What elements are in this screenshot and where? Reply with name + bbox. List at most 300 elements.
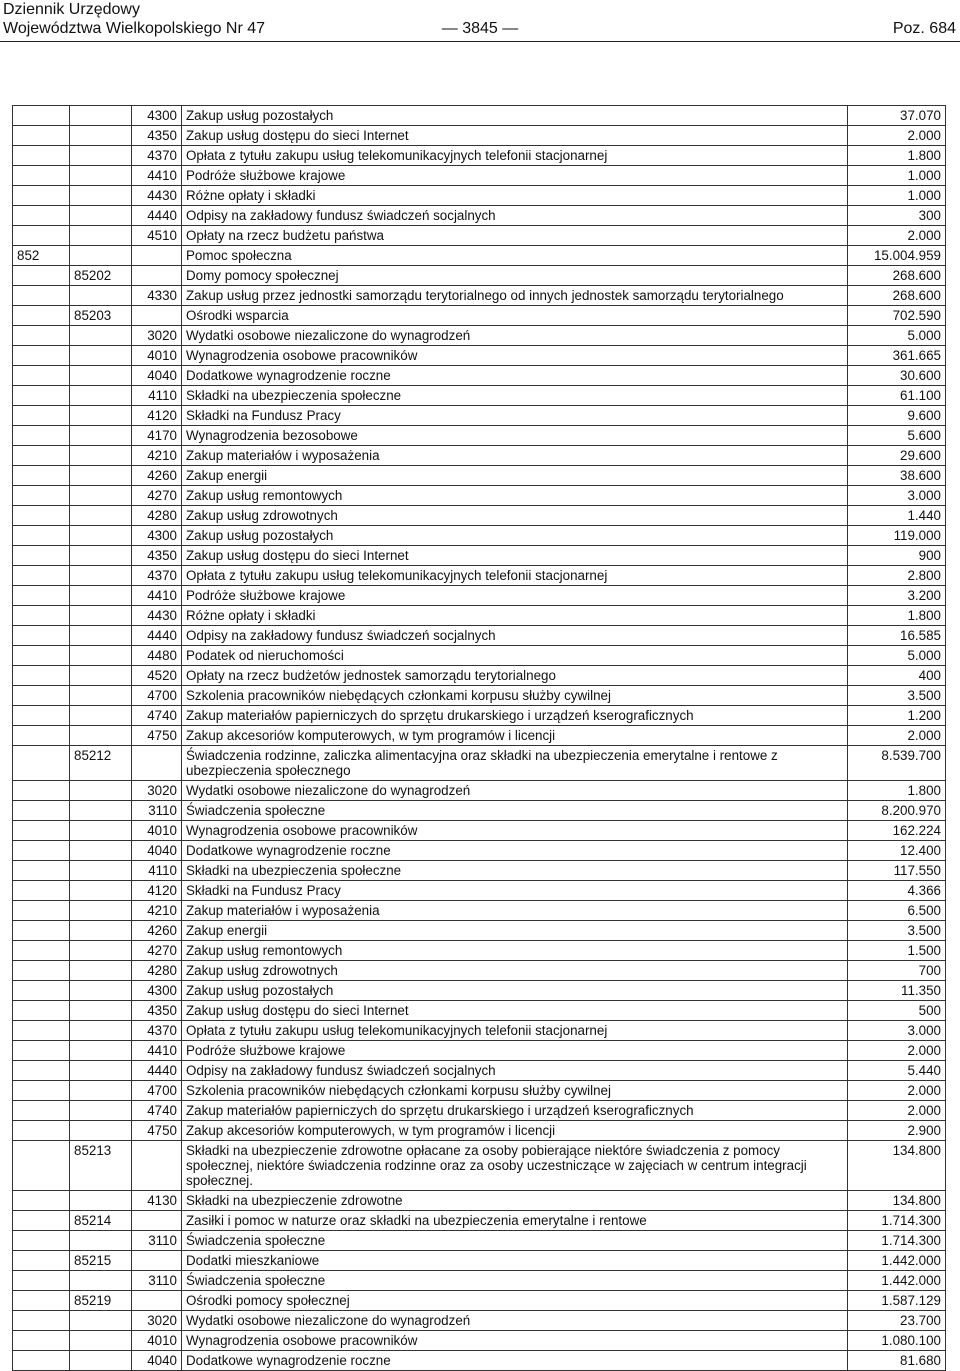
dzial-cell <box>13 606 70 626</box>
rozdzial-cell <box>70 246 132 266</box>
amount-cell: 15.004.959 <box>848 246 946 266</box>
amount-cell: 3.500 <box>848 686 946 706</box>
rozdzial-cell <box>70 1351 132 1371</box>
rozdzial-cell <box>70 1191 132 1211</box>
table-row <box>13 666 946 686</box>
dzial-cell <box>13 666 70 686</box>
amount-cell: 119.000 <box>848 526 946 546</box>
amount-cell: 5.440 <box>848 1061 946 1081</box>
page-number: — 3845 — <box>441 20 519 37</box>
amount-cell: 3.000 <box>848 486 946 506</box>
description-cell: Odpisy na zakładowy fundusz świadczeń socjalnych <box>182 626 848 646</box>
rozdzial-cell <box>70 566 132 586</box>
paragraf-cell: 4280 <box>132 961 182 981</box>
dzial-cell <box>13 801 70 821</box>
description-cell: Zasiłki i pomoc w naturze oraz składki na ubezpieczenia emerytalne i rentowe <box>182 1211 848 1231</box>
description-cell: Zakup usług dostępu do sieci Internet <box>182 1001 848 1021</box>
dzial-cell <box>13 1121 70 1141</box>
table-row <box>13 861 946 881</box>
amount-cell: 16.585 <box>848 626 946 646</box>
rozdzial-cell <box>70 686 132 706</box>
description-cell: Zakup materiałów papierniczych do sprzętu drukarskiego i urządzeń kserograficznych <box>182 1101 848 1121</box>
amount-cell: 1.800 <box>848 606 946 626</box>
table-row <box>13 346 946 366</box>
description-cell: Zakup akcesoriów komputerowych, w tym programów i licencji <box>182 726 848 746</box>
paragraf-cell: 4260 <box>132 466 182 486</box>
paragraf-cell: 4750 <box>132 726 182 746</box>
table-row <box>13 306 946 326</box>
rozdzial-cell: 85202 <box>70 266 132 286</box>
dzial-cell <box>13 921 70 941</box>
amount-cell: 2.000 <box>848 226 946 246</box>
paragraf-cell <box>132 306 182 326</box>
paragraf-cell: 4110 <box>132 386 182 406</box>
rozdzial-cell <box>70 921 132 941</box>
description-cell: Dodatkowe wynagrodzenie roczne <box>182 366 848 386</box>
dzial-cell: 852 <box>13 246 70 266</box>
table-row <box>13 881 946 901</box>
description-cell: Domy pomocy społecznej <box>182 266 848 286</box>
table-row <box>13 466 946 486</box>
paragraf-cell: 4330 <box>132 286 182 306</box>
table-row <box>13 126 946 146</box>
amount-cell: 1.000 <box>848 186 946 206</box>
amount-cell: 1.442.000 <box>848 1251 946 1271</box>
paragraf-cell: 3110 <box>132 1231 182 1251</box>
paragraf-cell: 4370 <box>132 1021 182 1041</box>
amount-cell: 1.587.129 <box>848 1291 946 1311</box>
table-row <box>13 706 946 726</box>
journal-title-line1: Dziennik Urzędowy <box>3 1 140 18</box>
rozdzial-cell <box>70 366 132 386</box>
amount-cell: 1.800 <box>848 781 946 801</box>
paragraf-cell <box>132 1141 182 1191</box>
paragraf-cell: 3110 <box>132 1271 182 1291</box>
amount-cell: 1.200 <box>848 706 946 726</box>
amount-cell: 61.100 <box>848 386 946 406</box>
rozdzial-cell <box>70 1231 132 1251</box>
dzial-cell <box>13 546 70 566</box>
paragraf-cell: 4370 <box>132 566 182 586</box>
amount-cell: 3.200 <box>848 586 946 606</box>
dzial-cell <box>13 426 70 446</box>
description-cell: Zakup materiałów i wyposażenia <box>182 901 848 921</box>
amount-cell: 1.440 <box>848 506 946 526</box>
dzial-cell <box>13 266 70 286</box>
amount-cell: 300 <box>848 206 946 226</box>
rozdzial-cell: 85203 <box>70 306 132 326</box>
paragraf-cell: 4430 <box>132 186 182 206</box>
table-row <box>13 426 946 446</box>
rozdzial-cell <box>70 406 132 426</box>
description-cell: Opłaty na rzecz budżetu państwa <box>182 226 848 246</box>
paragraf-cell: 4300 <box>132 981 182 1001</box>
description-cell: Dodatkowe wynagrodzenie roczne <box>182 841 848 861</box>
paragraf-cell: 4440 <box>132 1061 182 1081</box>
table-row <box>13 626 946 646</box>
amount-cell: 23.700 <box>848 1311 946 1331</box>
paragraf-cell: 4210 <box>132 901 182 921</box>
rozdzial-cell <box>70 1101 132 1121</box>
paragraf-cell <box>132 266 182 286</box>
description-cell: Podatek od nieruchomości <box>182 646 848 666</box>
table-row <box>13 226 946 246</box>
table-row <box>13 781 946 801</box>
budget-table-body <box>13 106 946 1371</box>
dzial-cell <box>13 1331 70 1351</box>
paragraf-cell: 4120 <box>132 406 182 426</box>
amount-cell: 702.590 <box>848 306 946 326</box>
description-cell: Zakup usług remontowych <box>182 941 848 961</box>
paragraf-cell: 4120 <box>132 881 182 901</box>
amount-cell: 6.500 <box>848 901 946 921</box>
table-row <box>13 486 946 506</box>
rozdzial-cell <box>70 526 132 546</box>
table-row <box>13 1101 946 1121</box>
dzial-cell <box>13 1251 70 1271</box>
dzial-cell <box>13 1001 70 1021</box>
rozdzial-cell <box>70 1311 132 1331</box>
rozdzial-cell <box>70 146 132 166</box>
paragraf-cell: 4260 <box>132 921 182 941</box>
rozdzial-cell <box>70 486 132 506</box>
rozdzial-cell <box>70 666 132 686</box>
paragraf-cell: 4350 <box>132 546 182 566</box>
rozdzial-cell <box>70 1061 132 1081</box>
rozdzial-cell: 85213 <box>70 1141 132 1191</box>
description-cell: Wynagrodzenia osobowe pracowników <box>182 346 848 366</box>
dzial-cell <box>13 166 70 186</box>
table-row <box>13 526 946 546</box>
paragraf-cell: 4270 <box>132 486 182 506</box>
dzial-cell <box>13 186 70 206</box>
rozdzial-cell <box>70 706 132 726</box>
paragraf-cell: 4700 <box>132 1081 182 1101</box>
rozdzial-cell <box>70 346 132 366</box>
amount-cell: 117.550 <box>848 861 946 881</box>
dzial-cell <box>13 841 70 861</box>
dzial-cell <box>13 746 70 781</box>
description-cell: Zakup usług pozostałych <box>182 981 848 1001</box>
table-row <box>13 941 946 961</box>
description-cell: Zakup usług pozostałych <box>182 106 848 126</box>
paragraf-cell: 3110 <box>132 801 182 821</box>
amount-cell: 2.900 <box>848 1121 946 1141</box>
rozdzial-cell <box>70 286 132 306</box>
dzial-cell <box>13 1041 70 1061</box>
dzial-cell <box>13 1191 70 1211</box>
description-cell: Odpisy na zakładowy fundusz świadczeń socjalnych <box>182 206 848 226</box>
rozdzial-cell <box>70 901 132 921</box>
amount-cell: 29.600 <box>848 446 946 466</box>
dzial-cell <box>13 961 70 981</box>
amount-cell: 134.800 <box>848 1191 946 1211</box>
rozdzial-cell <box>70 1331 132 1351</box>
description-cell: Składki na ubezpieczenie zdrowotne <box>182 1191 848 1211</box>
rozdzial-cell <box>70 981 132 1001</box>
amount-cell: 8.539.700 <box>848 746 946 781</box>
amount-cell: 37.070 <box>848 106 946 126</box>
table-row <box>13 981 946 1001</box>
amount-cell: 81.680 <box>848 1351 946 1371</box>
rozdzial-cell: 85214 <box>70 1211 132 1231</box>
table-row <box>13 406 946 426</box>
description-cell: Szkolenia pracowników niebędących członkami korpusu służby cywilnej <box>182 1081 848 1101</box>
description-cell: Podróże służbowe krajowe <box>182 166 848 186</box>
table-row <box>13 1251 946 1271</box>
dzial-cell <box>13 446 70 466</box>
table-row <box>13 1041 946 1061</box>
description-cell: Składki na Fundusz Pracy <box>182 881 848 901</box>
paragraf-cell: 4750 <box>132 1121 182 1141</box>
dzial-cell <box>13 1351 70 1371</box>
dzial-cell <box>13 406 70 426</box>
description-cell: Wynagrodzenia bezosobowe <box>182 426 848 446</box>
rozdzial-cell <box>70 881 132 901</box>
paragraf-cell <box>132 1211 182 1231</box>
paragraf-cell: 4430 <box>132 606 182 626</box>
dzial-cell <box>13 366 70 386</box>
description-cell: Składki na ubezpieczenia społeczne <box>182 386 848 406</box>
table-row <box>13 606 946 626</box>
rozdzial-cell <box>70 1271 132 1291</box>
paragraf-cell <box>132 1291 182 1311</box>
dzial-cell <box>13 1211 70 1231</box>
dzial-cell <box>13 861 70 881</box>
amount-cell: 2.000 <box>848 1101 946 1121</box>
paragraf-cell: 4010 <box>132 1331 182 1351</box>
journal-title-line2: Województwa Wielkopolskiego Nr 47 <box>3 20 266 37</box>
amount-cell: 9.600 <box>848 406 946 426</box>
rozdzial-cell <box>70 166 132 186</box>
table-row <box>13 1211 946 1231</box>
table-row <box>13 686 946 706</box>
dzial-cell <box>13 466 70 486</box>
dzial-cell <box>13 781 70 801</box>
dzial-cell <box>13 286 70 306</box>
rozdzial-cell <box>70 841 132 861</box>
paragraf-cell: 4040 <box>132 366 182 386</box>
description-cell: Zakup energii <box>182 921 848 941</box>
table-row <box>13 166 946 186</box>
description-cell: Zakup energii <box>182 466 848 486</box>
paragraf-cell: 4410 <box>132 1041 182 1061</box>
table-row <box>13 646 946 666</box>
dzial-cell <box>13 146 70 166</box>
rozdzial-cell <box>70 426 132 446</box>
description-cell: Składki na ubezpieczenie zdrowotne opłacane za osoby pobierające niektóre świadczenia z pomocy społecznej, niektóre świadczenia rodzinne oraz za osoby uczestniczące w zajęciach w centrum integracji społecznej. <box>182 1141 848 1191</box>
paragraf-cell: 4040 <box>132 841 182 861</box>
amount-cell: 400 <box>848 666 946 686</box>
description-cell: Świadczenia społeczne <box>182 1271 848 1291</box>
description-cell: Odpisy na zakładowy fundusz świadczeń socjalnych <box>182 1061 848 1081</box>
dzial-cell <box>13 306 70 326</box>
dzial-cell <box>13 726 70 746</box>
amount-cell: 12.400 <box>848 841 946 861</box>
table-row <box>13 1001 946 1021</box>
amount-cell: 5.000 <box>848 326 946 346</box>
paragraf-cell: 4010 <box>132 346 182 366</box>
rozdzial-cell <box>70 726 132 746</box>
rozdzial-cell <box>70 1001 132 1021</box>
description-cell: Wydatki osobowe niezaliczone do wynagrodzeń <box>182 1311 848 1331</box>
dzial-cell <box>13 386 70 406</box>
amount-cell: 162.224 <box>848 821 946 841</box>
amount-cell: 361.665 <box>848 346 946 366</box>
dzial-cell <box>13 1311 70 1331</box>
rozdzial-cell <box>70 1021 132 1041</box>
paragraf-cell: 4350 <box>132 126 182 146</box>
paragraf-cell: 4440 <box>132 206 182 226</box>
description-cell: Zakup usług dostępu do sieci Internet <box>182 546 848 566</box>
paragraf-cell: 4130 <box>132 1191 182 1211</box>
table-row <box>13 1271 946 1291</box>
paragraf-cell: 4110 <box>132 861 182 881</box>
rozdzial-cell <box>70 186 132 206</box>
table-row <box>13 566 946 586</box>
amount-cell: 2.800 <box>848 566 946 586</box>
paragraf-cell: 4410 <box>132 586 182 606</box>
dzial-cell <box>13 941 70 961</box>
paragraf-cell: 4300 <box>132 526 182 546</box>
table-row <box>13 1081 946 1101</box>
rozdzial-cell <box>70 326 132 346</box>
rozdzial-cell <box>70 1081 132 1101</box>
table-row <box>13 106 946 126</box>
dzial-cell <box>13 226 70 246</box>
rozdzial-cell <box>70 626 132 646</box>
table-row <box>13 1291 946 1311</box>
description-cell: Zakup materiałów i wyposażenia <box>182 446 848 466</box>
description-cell: Podróże służbowe krajowe <box>182 1041 848 1061</box>
table-row <box>13 446 946 466</box>
table-row <box>13 1191 946 1211</box>
position-number: Poz. 684 <box>892 20 956 37</box>
dzial-cell <box>13 1291 70 1311</box>
paragraf-cell <box>132 246 182 266</box>
paragraf-cell: 4440 <box>132 626 182 646</box>
rozdzial-cell: 85212 <box>70 746 132 781</box>
dzial-cell <box>13 1141 70 1191</box>
description-cell: Zakup usług zdrowotnych <box>182 506 848 526</box>
paragraf-cell: 4210 <box>132 446 182 466</box>
paragraf-cell: 4520 <box>132 666 182 686</box>
paragraf-cell: 3020 <box>132 1311 182 1331</box>
amount-cell: 2.000 <box>848 1041 946 1061</box>
description-cell: Wydatki osobowe niezaliczone do wynagrodzeń <box>182 326 848 346</box>
description-cell: Świadczenia rodzinne, zaliczka alimentacyjna oraz składki na ubezpieczenia emerytalne i rentowe z ubezpieczenia społecznego <box>182 746 848 781</box>
amount-cell: 5.600 <box>848 426 946 446</box>
table-row <box>13 841 946 861</box>
dzial-cell <box>13 821 70 841</box>
rozdzial-cell <box>70 546 132 566</box>
rozdzial-cell <box>70 506 132 526</box>
description-cell: Zakup usług dostępu do sieci Internet <box>182 126 848 146</box>
amount-cell: 2.000 <box>848 726 946 746</box>
amount-cell: 2.000 <box>848 1081 946 1101</box>
amount-cell: 1.800 <box>848 146 946 166</box>
rozdzial-cell <box>70 206 132 226</box>
table-row <box>13 186 946 206</box>
table-row <box>13 821 946 841</box>
description-cell: Szkolenia pracowników niebędących członkami korpusu służby cywilnej <box>182 686 848 706</box>
table-row <box>13 1351 946 1371</box>
description-cell: Zakup usług przez jednostki samorządu terytorialnego od innych jednostek samorządu terytorialnego <box>182 286 848 306</box>
dzial-cell <box>13 981 70 1001</box>
amount-cell: 1.442.000 <box>848 1271 946 1291</box>
description-cell: Opłata z tytułu zakupu usług telekomunikacyjnych telefonii stacjonarnej <box>182 146 848 166</box>
table-row <box>13 1311 946 1331</box>
dzial-cell <box>13 626 70 646</box>
dzial-cell <box>13 506 70 526</box>
dzial-cell <box>13 486 70 506</box>
description-cell: Różne opłaty i składki <box>182 606 848 626</box>
table-row <box>13 1021 946 1041</box>
paragraf-cell: 4280 <box>132 506 182 526</box>
table-row <box>13 246 946 266</box>
table-row <box>13 1231 946 1251</box>
amount-cell: 268.600 <box>848 266 946 286</box>
rozdzial-cell <box>70 586 132 606</box>
rozdzial-cell <box>70 446 132 466</box>
table-row <box>13 506 946 526</box>
table-row <box>13 326 946 346</box>
dzial-cell <box>13 1101 70 1121</box>
paragraf-cell: 4480 <box>132 646 182 666</box>
amount-cell: 500 <box>848 1001 946 1021</box>
dzial-cell <box>13 206 70 226</box>
description-cell: Pomoc społeczna <box>182 246 848 266</box>
description-cell: Wynagrodzenia osobowe pracowników <box>182 821 848 841</box>
paragraf-cell: 4700 <box>132 686 182 706</box>
table-row <box>13 386 946 406</box>
amount-cell: 30.600 <box>848 366 946 386</box>
table-row <box>13 1331 946 1351</box>
paragraf-cell: 4350 <box>132 1001 182 1021</box>
amount-cell: 900 <box>848 546 946 566</box>
description-cell: Opłaty na rzecz budżetów jednostek samorządu terytorialnego <box>182 666 848 686</box>
amount-cell: 3.000 <box>848 1021 946 1041</box>
amount-cell: 1.000 <box>848 166 946 186</box>
table-row <box>13 801 946 821</box>
paragraf-cell: 4270 <box>132 941 182 961</box>
rozdzial-cell <box>70 781 132 801</box>
dzial-cell <box>13 686 70 706</box>
description-cell: Ośrodki pomocy społecznej <box>182 1291 848 1311</box>
description-cell: Różne opłaty i składki <box>182 186 848 206</box>
dzial-cell <box>13 1021 70 1041</box>
description-cell: Składki na ubezpieczenia społeczne <box>182 861 848 881</box>
rozdzial-cell <box>70 821 132 841</box>
rozdzial-cell <box>70 466 132 486</box>
dzial-cell <box>13 881 70 901</box>
amount-cell: 1.500 <box>848 941 946 961</box>
paragraf-cell: 3020 <box>132 326 182 346</box>
amount-cell: 1.714.300 <box>848 1211 946 1231</box>
rozdzial-cell <box>70 606 132 626</box>
amount-cell: 8.200.970 <box>848 801 946 821</box>
table-row <box>13 286 946 306</box>
amount-cell: 5.000 <box>848 646 946 666</box>
dzial-cell <box>13 126 70 146</box>
table-row <box>13 1141 946 1191</box>
description-cell: Ośrodki wsparcia <box>182 306 848 326</box>
rozdzial-cell <box>70 386 132 406</box>
description-cell: Zakup materiałów papierniczych do sprzętu drukarskiego i urządzeń kserograficznych <box>182 706 848 726</box>
description-cell: Wynagrodzenia osobowe pracowników <box>182 1331 848 1351</box>
rozdzial-cell: 85215 <box>70 1251 132 1271</box>
amount-cell: 1.080.100 <box>848 1331 946 1351</box>
